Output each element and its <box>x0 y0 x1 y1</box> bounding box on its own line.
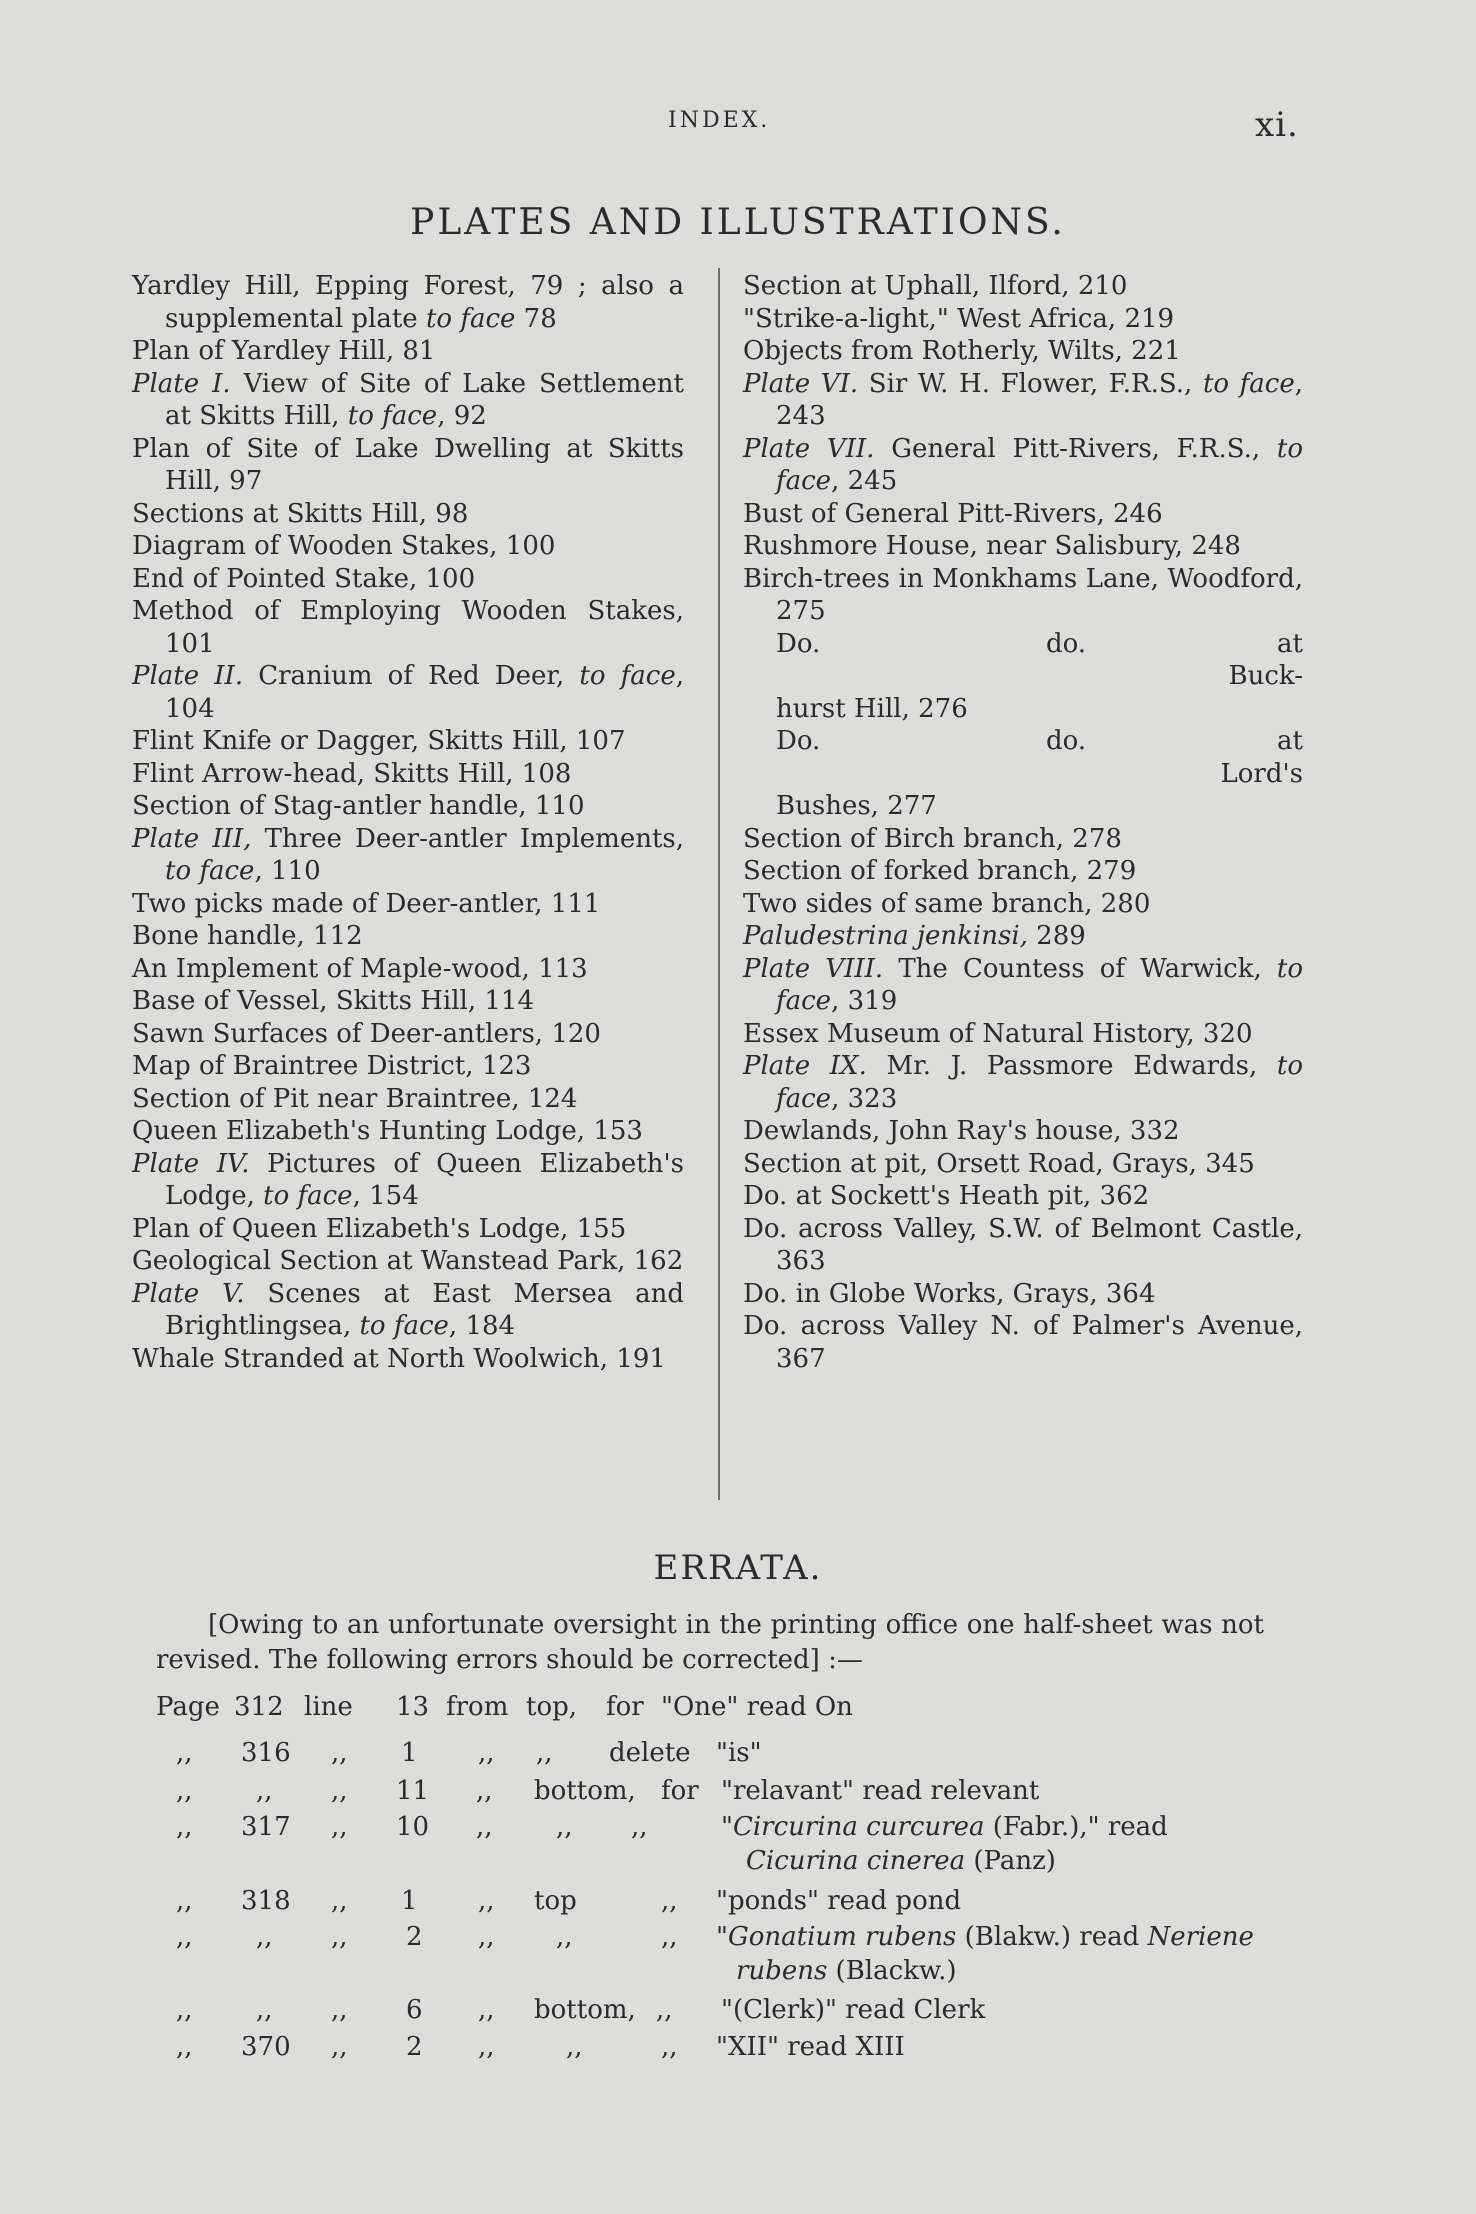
index-entry: Section of Stag-antler handle, 110 <box>132 791 585 821</box>
index-entry: Sawn Surfaces of Deer-antlers, 120 <box>132 1018 601 1049</box>
index-entry: Essex Museum of Natural History, 320 <box>743 1018 1253 1049</box>
index-entry: Diagram of Wooden Stakes, 100 <box>132 531 556 561</box>
index-entry: Section of forked branch, 279 <box>743 856 1137 886</box>
errata-row: ,, 370 ,, 2 ,, ,, ,, "XII" read XIII <box>176 2032 905 2062</box>
ditto-row: Do. do. at Lord's <box>776 726 1303 789</box>
index-entry: "Strike-a-light," West Africa, 219 <box>743 303 1175 334</box>
index-entry: Plate I. View of Site of Lake Settlement at Skitts Hill, to face, 92 <box>132 368 685 431</box>
errata-row: ,, ,, ,, 6 ,, bottom, ,, "(Clerk)" read Clerk <box>176 1995 986 2025</box>
index-entry: Plate VIII. The Countess of Warwick, to face, 319 <box>743 953 1303 1016</box>
running-head: INDEX. <box>668 108 771 133</box>
errata-row: Page 312 line 13 from top, for "One" read On <box>156 1692 853 1722</box>
index-entry: Two sides of same branch, 280 <box>743 888 1151 919</box>
index-entry: An Implement of Maple-wood, 113 <box>132 953 588 984</box>
index-entry: Geological Section at Wanstead Park, 162 <box>132 1246 684 1276</box>
errata-row: ,, 317 ,, 10 ,, ,, ,, "Circurina curcurea (Fabr.)," read Cicurina cinerea (Panz) <box>176 1812 1168 1876</box>
index-entry: Section at pit, Orsett Road, Grays, 345 <box>743 1148 1255 1179</box>
errata-row: ,, 318 ,, 1 ,, top ,, "ponds" read pond <box>176 1886 962 1916</box>
index-entry: Plan of Yardley Hill, 81 <box>132 336 436 366</box>
page-number: xi. <box>1255 105 1299 145</box>
index-entry: Plate VI. Sir W. H. Flower, F.R.S., to face, 243 <box>743 368 1304 431</box>
index-entry: Flint Knife or Dagger, Skitts Hill, 107 <box>132 726 626 756</box>
errata-row: ,, ,, ,, 11 ,, bottom, for "relavant" read relevant <box>176 1776 1040 1806</box>
index-entry: Do. across Valley N. of Palmer's Avenue, 367 <box>743 1311 1303 1374</box>
errata-intro: [Owing to an unfortunate oversight in the printing office one half-sheet was not revised. The following errors should be corrected] :— <box>156 1610 1264 1675</box>
index-entry: Map of Braintree District, 123 <box>132 1051 532 1081</box>
index-entry: Section of Pit near Braintree, 124 <box>132 1083 578 1114</box>
index-entry: Yardley Hill, Epping Forest, 79 ; also a supplemental plate to face 78 <box>132 271 684 334</box>
index-entry: Bushes, 277 <box>776 791 937 821</box>
section-title: PLATES AND ILLUSTRATIONS. <box>410 202 1066 243</box>
index-entry: Dewlands, John Ray's house, 332 <box>743 1116 1180 1146</box>
index-column-left <box>132 270 684 1375</box>
index-entry: Plan of Queen Elizabeth's Lodge, 155 <box>132 1213 627 1244</box>
index-entry: Do. across Valley, S.W. of Belmont Castle, 363 <box>743 1213 1303 1276</box>
index-entry: Birch-trees in Monkhams Lane, Woodford, 275 <box>743 563 1303 626</box>
index-entry: Plate VII. General Pitt-Rivers, F.R.S., to face, 245 <box>743 433 1304 496</box>
index-entry: Flint Arrow-head, Skitts Hill, 108 <box>132 758 572 789</box>
errata-title: ERRATA. <box>653 1548 823 1588</box>
index-entry: Bone handle, 112 <box>132 921 363 951</box>
index-column-right <box>743 270 1303 1375</box>
index-entry: Section at Uphall, Ilford, 210 <box>743 271 1128 301</box>
index-entry: Whale Stranded at North Woolwich, 191 <box>132 1343 666 1374</box>
index-entry: Section of Birch branch, 278 <box>743 823 1122 854</box>
index-entry: Plate V. Scenes at East Mersea and Brightlingsea, to face, 184 <box>132 1278 684 1341</box>
index-entry: Two picks made of Deer-antler, 111 <box>132 888 601 919</box>
index-entry: End of Pointed Stake, 100 <box>132 563 476 594</box>
index-entry: Method of Employing Wooden Stakes, 101 <box>132 596 684 659</box>
errata-row: ,, ,, ,, 2 ,, ,, ,, "Gonatium rubens (Blakw.) read Neriene rubens (Blackw.) <box>176 1922 1254 1986</box>
index-entry: Plate II. Cranium of Red Deer, to face, 104 <box>132 661 684 724</box>
index-entry: hurst Hill, 276 <box>776 693 968 724</box>
index-entry: Plate IV. Pictures of Queen Elizabeth's Lodge, to face, 154 <box>132 1148 684 1211</box>
index-entry: Paludestrina jenkinsi, 289 <box>743 921 1086 951</box>
index-entry: Plate IX. Mr. J. Passmore Edwards, to face, 323 <box>743 1051 1304 1114</box>
ditto-row: Do. do. at Buck- <box>776 628 1303 691</box>
index-entry: Rushmore House, near Salisbury, 248 <box>743 531 1241 561</box>
index-entry: Base of Vessel, Skitts Hill, 114 <box>132 986 534 1016</box>
index-entry: Plan of Site of Lake Dwelling at Skitts Hill, 97 <box>132 433 684 496</box>
column-divider <box>718 268 720 1500</box>
index-entry: Sections at Skitts Hill, 98 <box>132 498 469 529</box>
index-entry: Do. at Sockett's Heath pit, 362 <box>743 1181 1150 1211</box>
index-entry: Plate III, Three Deer-antler Implements, to face, 110 <box>132 823 685 886</box>
index-entry: Objects from Rotherly, Wilts, 221 <box>743 336 1181 366</box>
index-entry: Do. in Globe Works, Grays, 364 <box>743 1278 1156 1309</box>
index-entry: Bust of General Pitt-Rivers, 246 <box>743 498 1163 529</box>
index-entry: Queen Elizabeth's Hunting Lodge, 153 <box>132 1116 643 1146</box>
errata-row: ,, 316 ,, 1 ,, ,, delete "is" <box>176 1738 762 1768</box>
